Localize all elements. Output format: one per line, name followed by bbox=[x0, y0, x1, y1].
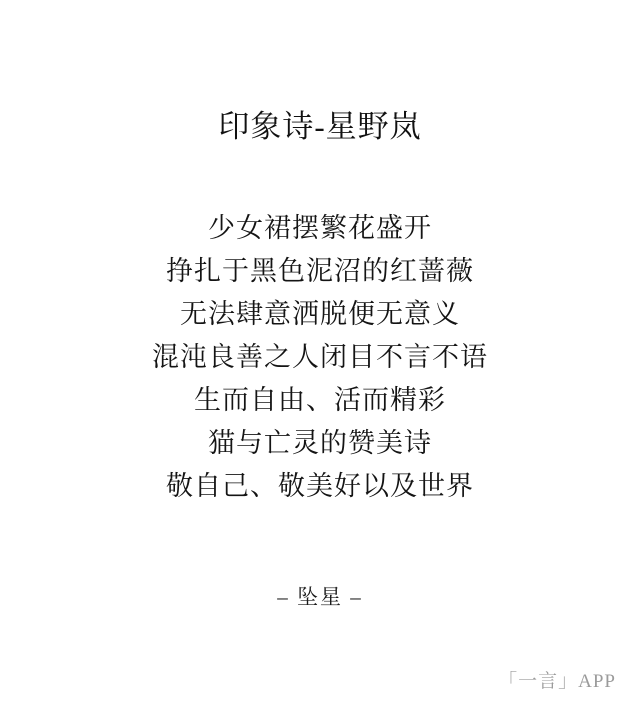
poem-signature: – 坠星 – bbox=[277, 585, 363, 610]
poem-line: 敬自己、敬美好以及世界 bbox=[166, 471, 474, 502]
poem-line: 生而自由、活而精彩 bbox=[194, 385, 446, 416]
poem-line: 混沌良善之人闭目不言不语 bbox=[152, 342, 488, 373]
poem-line: 挣扎于黑色泥沼的红蔷薇 bbox=[166, 256, 474, 287]
poem-body bbox=[0, 145, 640, 508]
poem-line: 无法肆意洒脱便无意义 bbox=[180, 299, 460, 330]
page-title: 印象诗-星野岚 bbox=[218, 109, 422, 144]
poem-line: 猫与亡灵的赞美诗 bbox=[208, 428, 432, 459]
app-watermark: 「一言」APP bbox=[498, 671, 616, 692]
poem-line: 少女裙摆繁花盛开 bbox=[208, 213, 432, 244]
